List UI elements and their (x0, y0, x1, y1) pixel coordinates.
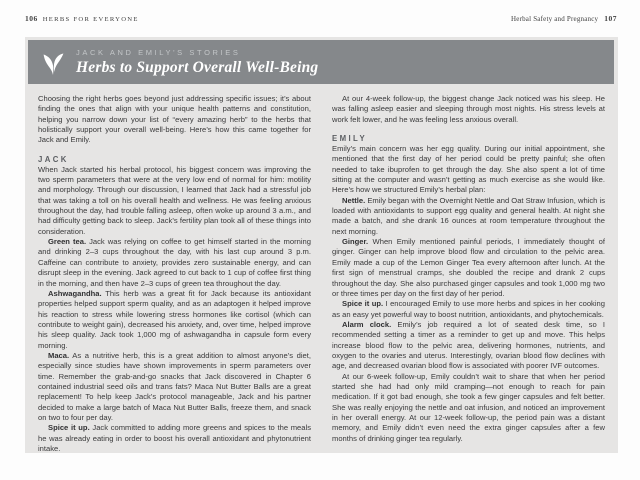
page-number-right: 107 (604, 14, 617, 23)
running-head-left (25, 14, 139, 23)
paragraph-text: Emily’s job required a lot of seated desk time, so I recommended setting a timer as a reminder to get up and move. This helps increase blood flow to the pelvic area, delivering hormones, nutrients, and oxygen to the ovaries and uterus. Interestingly, ovarian blood flow declines with age, and decreased ovarian blood flow is associated with poorer IVF outcomes. (332, 319, 605, 371)
paragraph-lead: Alarm clock. (342, 319, 392, 329)
paragraph (38, 237, 311, 289)
paragraph-text: Jack was relying on coffee to get himself started in the morning and drinking 2–3 cups throughout the day, with his last cup around 3 p.m. Caffeine can contribute to anxiety, provides zero sustainable energy, and can disrupt sleep in the evening. Jack agreed to cut back to 1 cup of coffee first thing in the morning, and then have 2–3 cups of green tea throughout the day. (38, 237, 311, 288)
paragraph-text: At our 6-week follow-up, Emily couldn’t wait to share that when her period started she had had only mild cramping—not enough to reach for pain medication. If it got bad enough, she took a few ginger capsules and felt better. She was really enjoying the nettle and oat infusion, and noticed an improvement in her overall energy. At our 12-week follow-up, the period pain was a distant memory, and Emily didn’t even need the extra ginger capsules after a few months of drinking ginger tea regularly. (332, 371, 605, 443)
paragraph-text: Choosing the right herbs goes beyond just addressing specific issues; it’s about finding the ones that align with your unique health patterns and constitution, helping you narrow down your list of “every amazing herb” to the herbs that holistically support your overall well-being. Here’s how this came together for Jack and Emily. (38, 94, 311, 145)
banner-eyebrow: JACK AND EMILY'S STORIES (76, 47, 241, 57)
paragraph (38, 165, 311, 237)
paragraph-text: I encouraged Emily to use more herbs and spices in her cooking as an easy yet powerful way to boost nutrition, antioxidants, and phytochemicals. (332, 299, 605, 319)
paragraph-lead: Nettle. (342, 195, 366, 205)
paragraph (38, 289, 311, 351)
paragraph (332, 237, 605, 299)
paragraph-lead: Ginger. (342, 237, 369, 247)
paragraph (332, 196, 605, 237)
leaf-icon (40, 48, 67, 77)
paragraph-text: As a nutritive herb, this is a great addition to almost anyone’s diet, especially since studies have shown improvements in sperm parameters over time. Remember the grab-and-go snacks that Jack discovered in Chapter 6 contained industrial seed oils and trans fats? Maca Nut Butter Balls are a great replacement! To help keep Jack’s protocol manageable, Jack and his partner decided to make a large batch of Maca Nut Butter Balls, freeze them, and snack on two to four per day. (38, 350, 311, 422)
content-panel (25, 37, 618, 453)
paragraph-lead: Maca. (48, 350, 70, 360)
paragraph-text: When Jack started his herbal protocol, his biggest concern was improving the two sperm parameters that were at the very low end of normal for him: motility and morphology. Through our discussion, I learned that Jack had a stressful job that was taking a toll on his overall health and wellness. He was feeling anxious throughout the day, had trouble falling asleep, often woke up around 3 a.m., and had difficulty getting back to sleep. Jack’s fertility plan took all of these things into consideration. (38, 164, 311, 236)
story-banner (28, 40, 614, 84)
paragraph-text: Emily began with the Overnight Nettle and Oat Straw Infusion, which is loaded with antioxidants to support egg quality and general health. At night she made a batch, and she drank 16 ounces at room temperature throughout the next morning. (332, 195, 605, 236)
paragraph (38, 423, 311, 454)
paragraph-lead: Spice it up. (48, 423, 90, 433)
paragraph-text: Jack committed to adding more greens and spices to the meals he was already eating in order to boost his overall antioxidant and phytonutrient intake. (38, 423, 311, 453)
paragraph-lead: Green tea. (48, 237, 87, 247)
two-column-text (25, 84, 618, 453)
book-title: HERBS FOR EVERYONE (42, 16, 139, 23)
banner-text (76, 48, 318, 77)
section-heading-emily: EMILY (332, 134, 368, 144)
paragraph (332, 320, 605, 372)
paragraph-lead: Spice it up. (342, 299, 384, 309)
right-column (332, 94, 605, 453)
paragraph (332, 372, 605, 444)
paragraph-text: This herb was a great fit for Jack because its antioxidant properties helped support sperm quality, and as an adaptogen it helped improve his reaction to stress while lowering stress hormones like cortisol (which can contribute to weight gain), decreased his anxiety, and, over time, helped improve his sleep quality. Jack took 1,000 mg of ashwagandha in capsule form every morning. (38, 288, 311, 350)
paragraph-text: When Emily mentioned painful periods, I immediately thought of ginger. Ginger can help improve blood flow and circulation to the pelvic area. Emily made a cup of the Lemon Ginger Tea every afternoon after lunch. At the first sign of menstrual cramps, she doubled the recipe and drank 2 cups throughout the day. She also purchased ginger capsules and took 1,000 mg two or three times per day on the first day of her period. (332, 237, 605, 298)
chapter-title: Herbal Safety and Pregnancy (511, 15, 599, 23)
paragraph (38, 94, 311, 146)
paragraph-text: At our 4-week follow-up, the biggest change Jack noticed was his sleep. He was falling asleep easier and sleeping through most nights. His stress levels at work felt lower, and he was feeling less anxious overall. (332, 94, 605, 124)
left-column (38, 94, 311, 453)
paragraph (38, 351, 311, 423)
banner-title: Herbs to Support Overall Well-Being (76, 58, 319, 76)
paragraph-lead: Ashwagandha. (48, 288, 102, 298)
paragraph (332, 299, 605, 320)
page-number-left: 106 (25, 14, 38, 23)
section-heading-jack: JACK (38, 154, 69, 164)
running-head-right (511, 14, 617, 23)
paragraph (332, 144, 605, 196)
paragraph (332, 94, 605, 125)
paragraph-text: Emily’s main concern was her egg quality. During our initial appointment, she mentioned that the first day of her period could be pretty painful; she often needed to take ibuprofen to get through the day. She also spent a lot of time sitting at the computer and wasn’t getting as much exercise as she would like. Here’s how we structured Emily’s herbal plan: (332, 144, 605, 195)
